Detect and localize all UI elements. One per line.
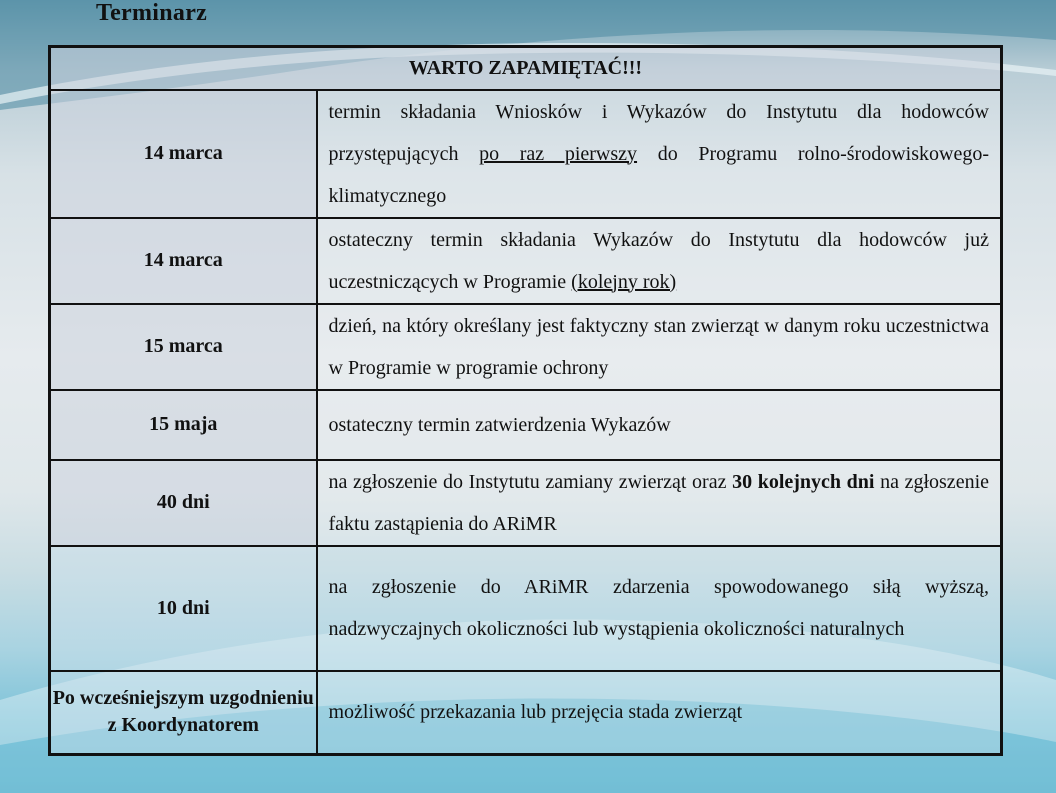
table-row [50, 671, 1002, 755]
description-cell [317, 218, 1002, 304]
date-cell: 40 dni [50, 460, 317, 546]
table-row [50, 90, 1002, 218]
description-underlined: po raz pierwszy [479, 142, 638, 165]
table-header-row [50, 47, 1002, 90]
date-cell: 15 marca [50, 304, 317, 390]
description-cell: ostateczny termin zatwierdzenia Wykazów [317, 390, 1002, 460]
description-text: na zgłoszenie faktu zastąpienia do ARiMR [328, 470, 989, 535]
description-text: termin składania Wniosków i Wykazów do Instytutu dla hodowców przystępujących [328, 100, 989, 165]
description-bold: 30 kolejnych dni [732, 470, 875, 493]
date-cell: Po wcześniejszym uzgodnieniu z Koordynatorem [50, 671, 317, 755]
description-text: do Programu rolno-środowiskowego-klimatycznego [328, 142, 989, 207]
description-text: ostateczny termin składania Wykazów do Instytutu dla hodowców już uczestniczących w Programie [328, 228, 989, 293]
date-cell: 10 dni [50, 546, 317, 671]
description-cell [317, 460, 1002, 546]
table-row [50, 460, 1002, 546]
description-text: na zgłoszenie do Instytutu zamiany zwierząt oraz [328, 470, 733, 493]
description-cell: na zgłoszenie do ARiMR zdarzenia spowodowanego siłą wyższą, nadzwyczajnych okoliczności lub wystąpienia okoliczności naturalnych [317, 546, 1002, 671]
table-row [50, 390, 1002, 460]
schedule-table [48, 45, 1003, 756]
table-row [50, 218, 1002, 304]
table-row [50, 546, 1002, 671]
table-row [50, 304, 1002, 390]
description-cell: możliwość przekazania lub przejęcia stada zwierząt [317, 671, 1002, 755]
table-header: WARTO ZAPAMIĘTAĆ!!! [50, 47, 1002, 90]
description-cell [317, 90, 1002, 218]
page-title: Terminarz [96, 0, 208, 26]
description-cell: dzień, na który określany jest faktyczny stan zwierząt w danym roku uczestnictwa w Programie w programie ochrony [317, 304, 1002, 390]
date-cell: 15 maja [50, 390, 317, 460]
date-cell: 14 marca [50, 90, 317, 218]
date-cell: 14 marca [50, 218, 317, 304]
description-underlined: (kolejny rok) [571, 270, 677, 293]
